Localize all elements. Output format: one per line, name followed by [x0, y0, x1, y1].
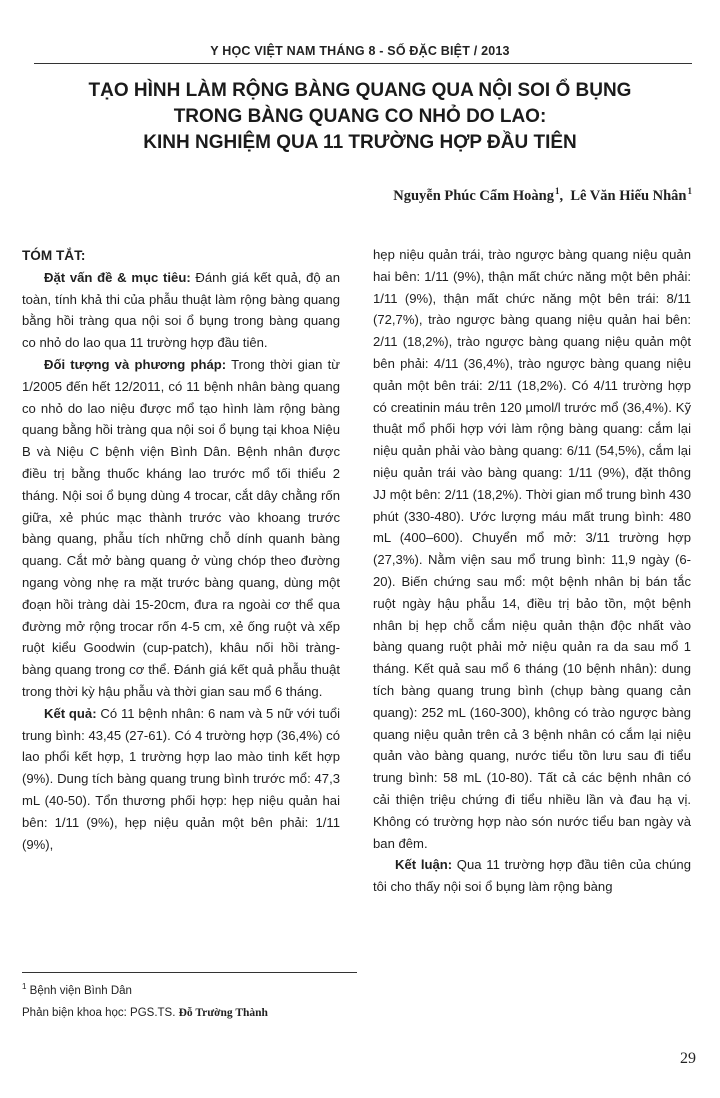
affiliation-text: Bệnh viện Bình Dân	[29, 985, 132, 997]
abstract-methods	[22, 354, 340, 703]
author-affiliation-mark: 1	[687, 186, 692, 196]
conclusion-text: Qua 11 trường hợp đầu tiên của chúng tôi cho thấy nội soi ổ bụng làm rộng bàng	[373, 857, 691, 895]
affiliation-footnote	[22, 976, 362, 1002]
methods-lead: Đối tượng và phương pháp:	[44, 356, 227, 372]
abstract-background	[22, 267, 340, 354]
article-title	[40, 78, 680, 156]
results-lead: Kết quả:	[44, 705, 97, 721]
left-column	[22, 245, 340, 855]
title-line: TRONG BÀNG QUANG CO NHỎ DO LAO:	[173, 106, 547, 127]
abstract-heading: TÓM TẮT:	[22, 248, 86, 263]
author-list	[393, 186, 692, 205]
conclusion-lead: Kết luận:	[395, 857, 453, 873]
reviewer-footnote	[22, 1002, 362, 1024]
methods-text: Trong thời gian từ 1/2005 đến hết 12/2011, có 11 bệnh nhân bàng quang co nhỏ do lao niệu được mổ tạo hình làm rộng bàng quang bằng hồi tràng qua nội soi ổ bụng tại khoa Niệu B và Niệu C bệnh viện Bình Dân. Bệnh nhân được điều trị bằng thuốc kháng lao trước mổ tối thiểu 2 tháng. Nội soi ổ bụng dùng 4 trocar, cắt dây chằng rốn giữa, xẻ phúc mạc thành trước vào khoang trước bàng quang, phẫu tích những chỗ dính quanh bàng quang. Cắt mở bàng quang ở vùng chóp theo đường ngang vòng nhẹ ra mặt trước bàng quang, dùng một đoạn hồi tràng dài 15-20cm, đưa ra ngoài cơ thể qua đường mở rộng trocar rốn 4-5 cm, xẻ ống ruột và xếp ruột kiểu Goodwin (cup-patch), khâu nối hồi tràng-bàng quang trong cơ thể. Đánh giá kết quả phẫu thuật trong thời kỳ hậu phẫu và thời gian sau mổ 6 tháng.	[22, 356, 341, 699]
results-continued: hẹp niệu quản trái, trào ngược bàng quang niệu quản hai bên: 1/11 (9%), thận mất chức năng một bên phải: 1/11 (9%), thận mất chức năng một bên trái: 8/11 (72,7%), trào ngược bàng quang niệu quản hai bên: 2/11 (18,2%), trào ngược bàng quang niệu quản một bên phải: 4/11 (36,4%), trào ngược bàng quang niệu quản một bên trái: 2/11 (18,2%). Có 4/11 trường hợp có creatinin máu trên 120 µmol/l trước mổ (36,4%). Kỹ thuật mổ phối hợp với làm rộng bàng quang: cắm lại niệu quản phải vào bàng quang: 6/11 (54,5%), cắm lại niệu quản trái vào bàng quang: 1/11 (9%), đặt thông JJ một bên: 2/11 (18,2%). Thời gian mổ trung bình 430 phút (330-480). Ước lượng máu mất trung bình: 480 mL (400–600). Chuyển mổ mở: 3/11 trường hợp (27,3%). Nằm viện sau mổ trung bình: 11,9 ngày (6-20). Biến chứng sau mổ: một bệnh nhân bị bán tắc ruột ngày hậu phẫu 14, điều trị bảo tồn, một bệnh nhân bị hẹp chỗ cắm niệu quản thận độc nhất vào bàng quang ruột phải mở niệu quản ra da sau mổ 1 tháng. Kết quả sau mổ 6 tháng (10 bệnh nhân): dung tích bàng quang trung bình (chụp bàng quang cản quang): 252 mL (160-300), không có trào ngược bàng quang niệu quản trên cả 3 bệnh nhân có cắm lại niệu quản vào bàng quang, nước tiểu tồn lưu sau đi tiểu trung bình: 58 mL (10-80). Tất cả các bệnh nhân có cải thiện triệu chứng đi tiểu nhiều lần và đau hạ vị. Không có trường hợp nào són nước tiểu ban ngày và ban đêm.	[373, 247, 691, 851]
abstract-conclusion	[373, 854, 691, 898]
footnotes	[22, 976, 362, 1024]
results-text: Có 11 bệnh nhân: 6 nam và 5 nữ với tuổi trung bình: 43,45 (27-61). Có 4 trường hợp (36,4%) có lao phổi kết hợp, 1 trường hợp lao mào tinh kết hợp (9%). Dung tích bàng quang trung bình trước mổ: 47,3 mL (40-50). Tổn thương phối hợp: hẹp niệu quản hai bên: 1/11 (9%), hẹp niệu quản một bên phải: 1/11 (9%),	[22, 705, 341, 852]
reviewer-label: Phản biện khoa học: PGS.TS.	[22, 1007, 179, 1019]
footnote-rule	[22, 972, 357, 973]
author-name: Lê Văn Hiếu Nhân	[570, 188, 687, 204]
abstract-results	[22, 703, 340, 856]
author-name: Nguyễn Phúc Cẩm Hoàng	[393, 188, 554, 204]
right-column	[373, 244, 691, 898]
header-rule	[34, 63, 692, 64]
page-number: 29	[680, 1050, 696, 1067]
reviewer-name: Đỗ Trường Thành	[178, 1007, 268, 1019]
title-line: TẠO HÌNH LÀM RỘNG BÀNG QUANG QUA NỘI SOI Ổ BỤNG	[88, 80, 632, 101]
background-lead: Đặt vấn đề & mục tiêu:	[44, 269, 191, 285]
running-header: Y HỌC VIỆT NAM THÁNG 8 - SỐ ĐẶC BIỆT / 2013	[210, 44, 510, 58]
title-line: KINH NGHIỆM QUA 11 TRƯỜNG HỢP ĐẦU TIÊN	[143, 132, 577, 153]
background-text: Đánh giá kết quả, độ an toàn, tính khả thi của phẫu thuật làm rộng bàng quang bằng hồi tràng qua nội soi ổ bụng trong bàng quang co nhỏ do lao qua 11 trường hợp đầu tiên.	[22, 269, 341, 351]
author-affiliation-mark: 1	[554, 186, 560, 196]
author-separator: ,	[559, 188, 564, 204]
footnote-mark: 1	[22, 982, 27, 991]
